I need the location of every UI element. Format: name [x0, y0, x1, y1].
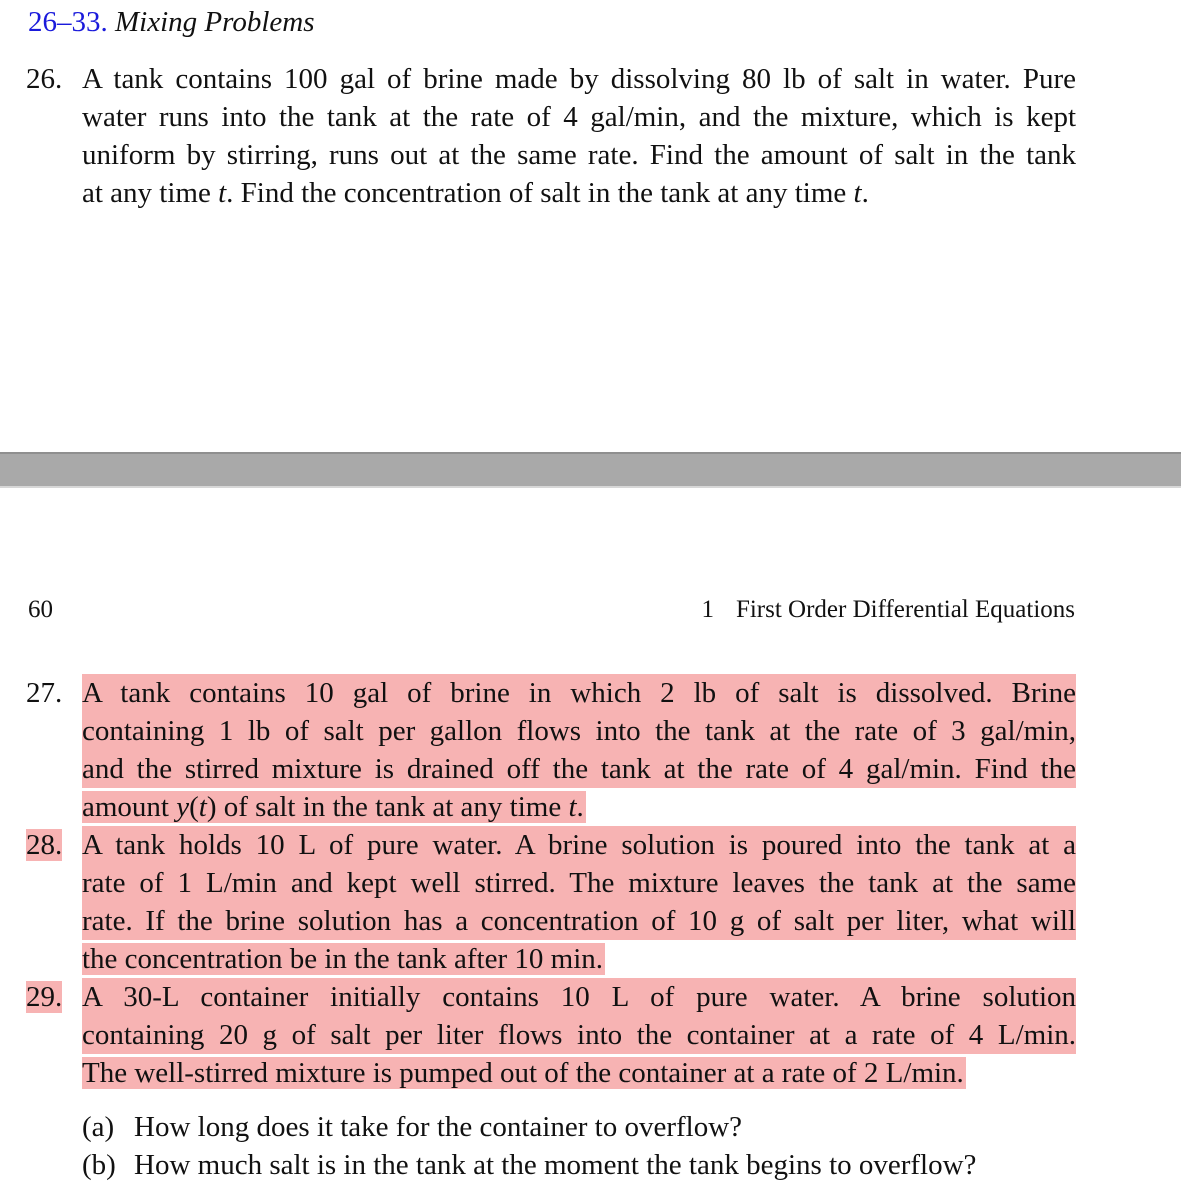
text-line: at any time t. Find the concentration of salt in the tank at any time t.: [82, 177, 869, 209]
problem-28: [26, 826, 1076, 978]
highlighted-line: rate. If the brine solution has a concentration of 10 g of salt per liter, what will: [82, 902, 1076, 940]
problem-text: [82, 674, 1076, 826]
chapter-number: 1: [701, 596, 714, 623]
problem-text: [82, 978, 1076, 1092]
highlighted-line: containing 1 lb of salt per gallon flows into the tank at the rate of 3 gal/min,: [82, 712, 1076, 750]
text-line: uniform by stirring, runs out at the same rate. Find the amount of salt in the tank: [82, 139, 1076, 171]
subpart-text: How much salt is in the tank at the moment the tank begins to overflow?: [134, 1149, 977, 1181]
problem-text: [82, 60, 1076, 212]
highlighted-line: A tank holds 10 L of pure water. A brine solution is poured into the tank at a: [82, 826, 1076, 864]
highlighted-line-last: [82, 788, 1076, 826]
highlighted-line: and the stirred mixture is drained off the tank at the rate of 4 gal/min. Find the: [82, 750, 1076, 788]
subpart-a: [82, 1108, 976, 1146]
problem-text: [82, 826, 1076, 978]
problem-26: [26, 60, 1076, 212]
section-heading: [28, 4, 314, 40]
highlighted-line: A tank contains 10 gal of brine in which 2 lb of salt is dissolved. Brine: [82, 674, 1076, 712]
highlighted-line: A 30-L container initially contains 10 L of pure water. A brine solution: [82, 978, 1076, 1016]
page-number: 60: [28, 596, 53, 623]
chapter-title: First Order Differential Equations: [735, 596, 1075, 623]
highlighted-text: the concentration be in the tank after 10 min.: [82, 943, 604, 975]
text-line: water runs into the tank at the rate of 4 gal/min, and the mixture, which is kept: [82, 101, 1076, 133]
text-line: A tank contains 100 gal of brine made by dissolving 80 lb of salt in water. Pure: [82, 63, 1076, 95]
highlighted-line-last: [82, 1054, 1076, 1092]
running-header: [701, 594, 1075, 626]
highlighted-line: rate of 1 L/min and kept well stirred. The mixture leaves the tank at the same: [82, 864, 1076, 902]
highlighted-line-last: [82, 940, 1076, 978]
subpart-b: [82, 1146, 976, 1184]
subpart-label: (b): [82, 1149, 116, 1181]
problem-number: 26.: [26, 63, 63, 95]
highlighted-number: 29.: [26, 981, 63, 1013]
highlighted-text: amount y(t) of salt in the tank at any time t.: [82, 791, 584, 823]
problem-number: 27.: [26, 677, 63, 709]
highlighted-number: 28.: [26, 829, 63, 861]
problem-29: [26, 978, 1076, 1092]
problem-number-highlighted: [26, 978, 62, 1016]
section-number[interactable]: 26–33.: [28, 6, 108, 38]
subpart-label: (a): [82, 1111, 115, 1143]
section-title: Mixing Problems: [115, 6, 315, 38]
highlighted-text: The well-stirred mixture is pumped out of the container at a rate of 2 L/min.: [82, 1057, 964, 1089]
highlighted-line: containing 20 g of salt per liter flows into the container at a rate of 4 L/min.: [82, 1016, 1076, 1054]
page-break-divider: [0, 452, 1181, 488]
problem-27: [26, 674, 1076, 826]
problem-number-highlighted: [26, 826, 62, 864]
problem-29-parts: [82, 1108, 976, 1184]
subpart-text: How long does it take for the container to overflow?: [134, 1111, 743, 1143]
